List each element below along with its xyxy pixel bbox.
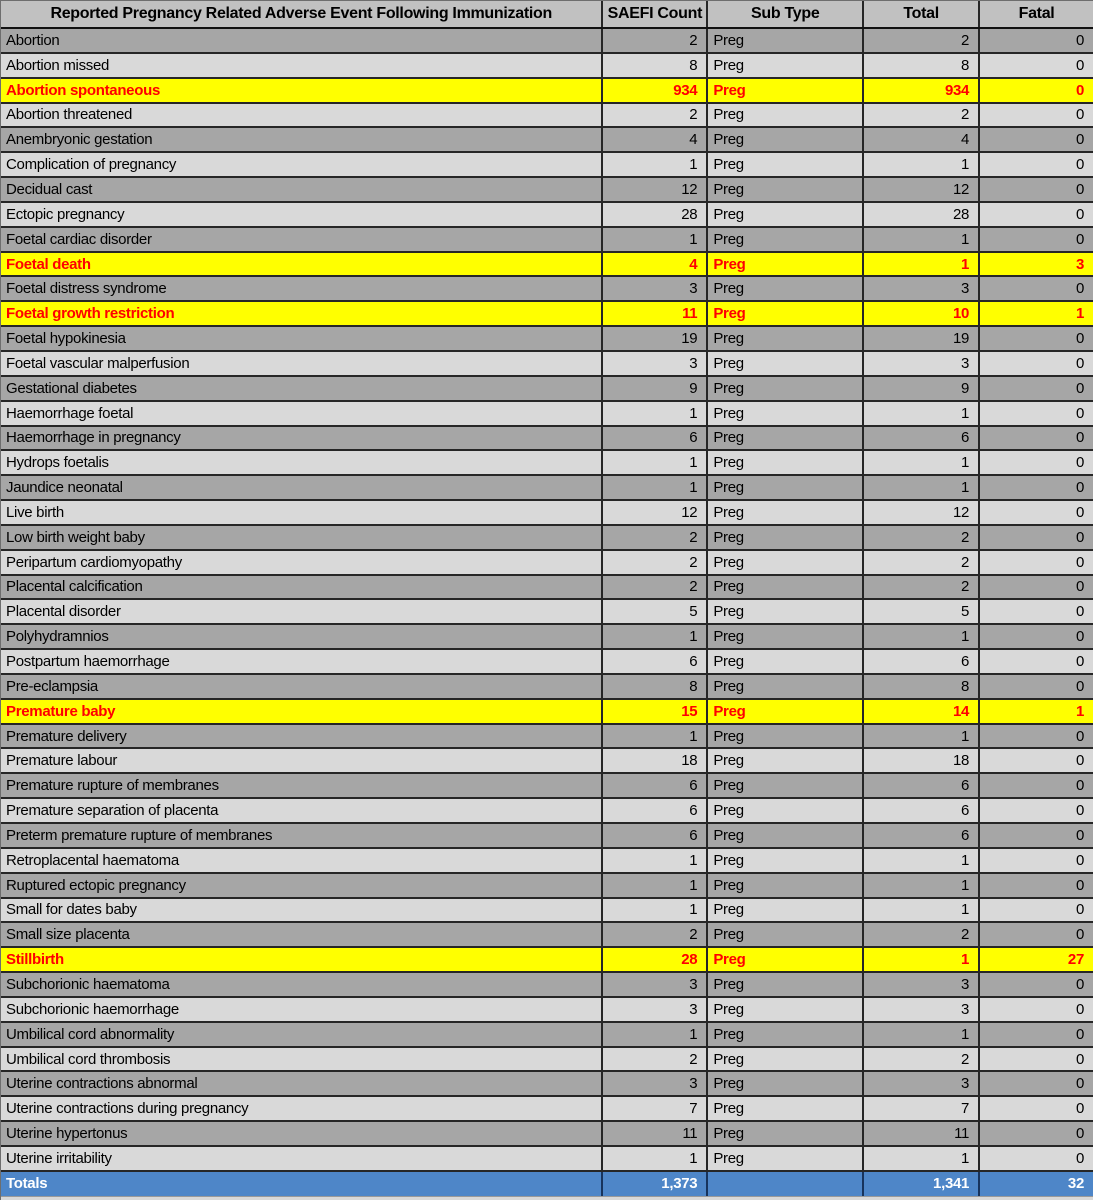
table-row [1,1023,1093,1048]
sub-type-cell[interactable]: Preg [708,998,864,1021]
table-row [1,402,1093,427]
table-row [1,998,1093,1023]
event-cell[interactable]: Uterine contractions during pregnancy [1,1097,603,1120]
fatal-cell[interactable]: 0 [1075,1025,1084,1043]
table-row [1,526,1093,551]
sub-type-cell[interactable]: Preg [708,29,864,52]
totals-sub-type-cell[interactable] [708,1172,864,1196]
total-cell[interactable]: 1 [864,476,980,499]
sub-type-cell[interactable]: Preg [708,675,864,698]
table-row [1,352,1093,377]
table-row [1,178,1093,203]
totals-saefi-count-cell[interactable]: 1,373 [603,1172,708,1196]
fatal-cell[interactable]: 0 [1075,653,1084,671]
event-cell[interactable]: Pre-eclampsia [1,675,603,698]
saefi-count-cell[interactable]: 5 [603,600,708,623]
table-row [1,128,1093,153]
total-cell[interactable]: 3 [864,1072,980,1095]
table-row [1,551,1093,576]
sub-type-cell[interactable]: Preg [708,327,864,350]
table-row [1,476,1093,501]
total-cell[interactable]: 12 [864,501,980,524]
saefi-count-cell[interactable]: 4 [603,253,708,276]
table-row [1,600,1093,625]
event-cell[interactable]: Premature separation of placenta [1,799,603,822]
column-header-total[interactable]: Total [864,1,980,27]
saefi-count-cell[interactable]: 15 [603,700,708,723]
event-cell[interactable]: Polyhydramnios [1,625,603,648]
sub-type-cell[interactable]: Preg [708,203,864,226]
sub-type-cell[interactable]: Preg [708,774,864,797]
table-row [1,29,1093,54]
sub-type-cell[interactable]: Preg [708,1023,864,1046]
total-cell[interactable]: 18 [864,749,980,772]
table-row [1,774,1093,799]
fatal-cell[interactable]: 0 [1075,1075,1084,1093]
saefi-count-cell[interactable]: 28 [603,203,708,226]
column-header-sub-type[interactable]: Sub Type [708,1,864,27]
total-cell[interactable]: 9 [864,377,980,400]
total-cell[interactable]: 1 [864,725,980,748]
total-cell[interactable]: 19 [864,327,980,350]
saefi-count-cell[interactable]: 1 [603,451,708,474]
sub-type-cell[interactable]: Preg [708,1147,864,1170]
table-row-highlighted [1,700,1093,725]
saefi-count-cell[interactable]: 2 [603,526,708,549]
event-cell[interactable]: Subchorionic haematoma [1,973,603,996]
total-cell[interactable]: 2 [864,923,980,946]
event-cell[interactable]: Anembryonic gestation [1,128,603,151]
event-cell[interactable]: Haemorrhage in pregnancy [1,427,603,450]
event-cell[interactable]: Placental calcification [1,576,603,599]
total-cell[interactable]: 7 [864,1097,980,1120]
sub-type-cell[interactable]: Preg [708,377,864,400]
total-cell[interactable]: 3 [864,277,980,300]
table-row [1,973,1093,998]
table-row [1,54,1093,79]
fatal-cell[interactable]: 0 [1075,578,1084,596]
fatal-cell[interactable]: 0 [1075,1050,1084,1068]
fatal-cell[interactable]: 0 [1075,1149,1084,1167]
total-cell[interactable]: 8 [864,54,980,77]
fatal-cell[interactable]: 0 [1075,677,1084,695]
total-cell[interactable]: 2 [864,104,980,127]
event-cell[interactable]: Ruptured ectopic pregnancy [1,874,603,897]
table-row [1,749,1093,774]
total-cell[interactable]: 1 [864,451,980,474]
total-cell[interactable]: 2 [864,576,980,599]
table-row-highlighted [1,302,1093,327]
saefi-count-cell[interactable]: 12 [603,501,708,524]
fatal-cell[interactable]: 0 [1075,56,1084,74]
event-cell[interactable]: Low birth weight baby [1,526,603,549]
event-cell[interactable]: Decidual cast [1,178,603,201]
event-cell[interactable]: Foetal death [1,253,603,276]
totals-row [1,1172,1093,1197]
saefi-count-cell[interactable]: 3 [603,352,708,375]
table-row [1,104,1093,129]
sub-type-cell[interactable]: Preg [708,923,864,946]
fatal-cell[interactable]: 0 [1075,404,1084,422]
event-cell[interactable]: Gestational diabetes [1,377,603,400]
event-cell[interactable]: Stillbirth [1,948,603,971]
sub-type-cell[interactable]: Preg [708,1097,864,1120]
event-cell[interactable]: Foetal hypokinesia [1,327,603,350]
fatal-cell[interactable]: 0 [1075,354,1084,372]
fatal-cell[interactable]: 1 [1075,702,1084,720]
sub-type-cell[interactable]: Preg [708,526,864,549]
event-cell[interactable]: Premature labour [1,749,603,772]
saefi-count-cell[interactable]: 2 [603,29,708,52]
saefi-count-cell[interactable]: 11 [603,302,708,325]
sub-type-cell[interactable]: Preg [708,402,864,425]
fatal-cell[interactable]: 0 [1075,106,1084,124]
saefi-count-cell[interactable]: 2 [603,923,708,946]
saefi-count-cell[interactable]: 2 [603,1048,708,1071]
table-row [1,1122,1093,1147]
sub-type-cell[interactable]: Preg [708,352,864,375]
total-cell[interactable]: 3 [864,352,980,375]
sub-type-cell[interactable]: Preg [708,153,864,176]
fatal-cell[interactable]: 0 [1075,81,1084,99]
sub-type-cell[interactable]: Preg [708,104,864,127]
saefi-count-cell[interactable]: 28 [603,948,708,971]
event-cell[interactable]: Jaundice neonatal [1,476,603,499]
fatal-cell[interactable]: 0 [1075,131,1084,149]
total-cell[interactable]: 10 [864,302,980,325]
table-row [1,576,1093,601]
sub-type-cell[interactable]: Preg [708,700,864,723]
table-row [1,799,1093,824]
fatal-cell[interactable]: 0 [1075,826,1084,844]
sub-type-cell[interactable]: Preg [708,178,864,201]
saefi-count-cell[interactable]: 3 [603,1072,708,1095]
table-row [1,327,1093,352]
table-row [1,451,1093,476]
fatal-cell[interactable]: 0 [1075,31,1084,49]
event-cell[interactable]: Subchorionic haemorrhage [1,998,603,1021]
fatal-cell[interactable]: 0 [1075,1125,1084,1143]
fatal-cell[interactable]: 0 [1075,975,1084,993]
table-row-highlighted [1,948,1093,973]
total-cell[interactable]: 1 [864,1023,980,1046]
saefi-count-cell[interactable]: 2 [603,551,708,574]
table-row [1,874,1093,899]
fatal-cell[interactable]: 0 [1075,528,1084,546]
event-cell[interactable]: Uterine contractions abnormal [1,1072,603,1095]
saefi-count-cell[interactable]: 8 [603,54,708,77]
fatal-cell[interactable]: 1 [1075,305,1084,323]
fatal-cell[interactable]: 0 [1075,1000,1084,1018]
saefi-count-cell[interactable]: 2 [603,576,708,599]
sub-type-cell[interactable]: Preg [708,874,864,897]
sub-type-cell[interactable]: Preg [708,451,864,474]
saefi-count-cell[interactable]: 12 [603,178,708,201]
table-row [1,899,1093,924]
saefi-count-cell[interactable]: 9 [603,377,708,400]
table-row [1,1072,1093,1097]
event-cell[interactable]: Foetal growth restriction [1,302,603,325]
saefi-count-cell[interactable]: 11 [603,1122,708,1145]
event-cell[interactable]: Complication of pregnancy [1,153,603,176]
event-cell[interactable]: Abortion spontaneous [1,79,603,102]
sub-type-cell[interactable]: Preg [708,427,864,450]
sub-type-cell[interactable]: Preg [708,824,864,847]
fatal-cell[interactable]: 0 [1075,180,1084,198]
sub-type-cell[interactable]: Preg [708,899,864,922]
saefi-count-cell[interactable]: 3 [603,998,708,1021]
total-cell[interactable]: 6 [864,650,980,673]
saefi-count-cell[interactable]: 1 [603,1023,708,1046]
saefi-count-cell[interactable]: 934 [603,79,708,102]
sub-type-cell[interactable]: Preg [708,54,864,77]
table-row [1,824,1093,849]
column-header-event[interactable]: Reported Pregnancy Related Adverse Event Following Immunization [1,1,603,27]
sub-type-cell[interactable]: Preg [708,600,864,623]
event-cell[interactable]: Umbilical cord abnormality [1,1023,603,1046]
total-cell[interactable]: 1 [864,625,980,648]
sub-type-cell[interactable]: Preg [708,576,864,599]
event-cell[interactable]: Haemorrhage foetal [1,402,603,425]
table-row [1,1048,1093,1073]
fatal-cell[interactable]: 0 [1075,727,1084,745]
fatal-cell[interactable]: 0 [1075,205,1084,223]
table-row [1,228,1093,253]
saefi-count-cell[interactable]: 1 [603,228,708,251]
sub-type-cell[interactable]: Preg [708,1072,864,1095]
event-cell[interactable]: Umbilical cord thrombosis [1,1048,603,1071]
saefi-count-cell[interactable]: 1 [603,899,708,922]
event-cell[interactable]: Postpartum haemorrhage [1,650,603,673]
fatal-cell[interactable]: 0 [1075,330,1084,348]
saefi-count-cell[interactable]: 1 [603,625,708,648]
table-row [1,849,1093,874]
fatal-cell[interactable]: 0 [1075,479,1084,497]
fatal-cell[interactable]: 0 [1075,777,1084,795]
sub-type-cell[interactable]: Preg [708,849,864,872]
saefi-count-cell[interactable]: 19 [603,327,708,350]
column-header-fatal[interactable]: Fatal [1018,5,1055,22]
sub-type-cell[interactable]: Preg [708,302,864,325]
saefi-count-cell[interactable]: 1 [603,476,708,499]
table-row [1,1097,1093,1122]
fatal-cell[interactable]: 0 [1075,1100,1084,1118]
fatal-cell[interactable]: 0 [1075,503,1084,521]
fatal-cell[interactable]: 0 [1075,926,1084,944]
event-cell[interactable]: Small for dates baby [1,899,603,922]
saefi-count-cell[interactable]: 1 [603,874,708,897]
sub-type-cell[interactable]: Preg [708,551,864,574]
fatal-cell[interactable]: 0 [1075,156,1084,174]
fatal-cell[interactable]: 0 [1075,379,1084,397]
event-cell[interactable]: Placental disorder [1,600,603,623]
event-cell[interactable]: Retroplacental haematoma [1,849,603,872]
total-cell[interactable]: 3 [864,973,980,996]
total-cell[interactable]: 4 [864,128,980,151]
sub-type-cell[interactable]: Preg [708,79,864,102]
event-cell[interactable]: Uterine hypertonus [1,1122,603,1145]
saefi-count-cell[interactable]: 1 [603,849,708,872]
event-cell[interactable]: Premature baby [1,700,603,723]
table-row [1,427,1093,452]
table-row [1,377,1093,402]
sub-type-cell[interactable]: Preg [708,625,864,648]
total-cell[interactable]: 1 [864,1147,980,1170]
table-row [1,277,1093,302]
totals-fatal-cell[interactable]: 32 [1067,1175,1084,1193]
saefi-count-cell[interactable]: 1 [603,725,708,748]
saefi-count-cell[interactable]: 3 [603,277,708,300]
saefi-count-cell[interactable]: 6 [603,427,708,450]
totals-total-cell[interactable]: 1,341 [864,1172,980,1196]
total-cell[interactable]: 1 [864,153,980,176]
total-cell[interactable]: 28 [864,203,980,226]
total-cell[interactable]: 2 [864,1048,980,1071]
table-row-highlighted [1,253,1093,278]
fatal-cell[interactable]: 27 [1067,951,1084,969]
total-cell[interactable]: 1 [864,253,980,276]
total-cell[interactable]: 5 [864,600,980,623]
fatal-cell[interactable]: 0 [1075,851,1084,869]
event-cell[interactable]: Small size placenta [1,923,603,946]
total-cell[interactable]: 1 [864,228,980,251]
sub-type-cell[interactable]: Preg [708,253,864,276]
table-row [1,923,1093,948]
sub-type-cell[interactable]: Preg [708,650,864,673]
sub-type-cell[interactable]: Preg [708,1048,864,1071]
event-cell[interactable]: Abortion missed [1,54,603,77]
fatal-cell[interactable]: 0 [1075,876,1084,894]
event-cell[interactable]: Ectopic pregnancy [1,203,603,226]
sub-type-cell[interactable]: Preg [708,228,864,251]
fatal-cell[interactable]: 3 [1075,255,1084,273]
sub-type-cell[interactable]: Preg [708,725,864,748]
table-bottom-edge [1,1197,1093,1200]
saefi-count-cell[interactable]: 18 [603,749,708,772]
event-cell[interactable]: Peripartum cardiomyopathy [1,551,603,574]
event-cell[interactable]: Abortion [1,29,603,52]
total-cell[interactable]: 6 [864,427,980,450]
event-cell[interactable]: Abortion threatened [1,104,603,127]
fatal-cell[interactable]: 0 [1075,628,1084,646]
fatal-cell[interactable]: 0 [1075,429,1084,447]
table-row [1,625,1093,650]
total-cell[interactable]: 934 [864,79,980,102]
table-row [1,1147,1093,1172]
sub-type-cell[interactable]: Preg [708,476,864,499]
totals-label-cell[interactable]: Totals [1,1172,603,1196]
table-row [1,650,1093,675]
event-cell[interactable]: Foetal cardiac disorder [1,228,603,251]
total-cell[interactable]: 3 [864,998,980,1021]
table-row [1,675,1093,700]
saefi-count-cell[interactable]: 6 [603,824,708,847]
fatal-cell[interactable]: 0 [1075,553,1084,571]
sub-type-cell[interactable]: Preg [708,501,864,524]
total-cell[interactable]: 2 [864,551,980,574]
event-cell[interactable]: Foetal distress syndrome [1,277,603,300]
fatal-cell[interactable]: 0 [1075,901,1084,919]
saefi-count-cell[interactable]: 1 [603,153,708,176]
table-row [1,725,1093,750]
total-cell[interactable]: 1 [864,948,980,971]
table-row [1,501,1093,526]
event-cell[interactable]: Preterm premature rupture of membranes [1,824,603,847]
saefi-count-cell[interactable]: 8 [603,675,708,698]
fatal-cell[interactable]: 0 [1075,752,1084,770]
saefi-count-cell[interactable]: 7 [603,1097,708,1120]
saefi-count-cell[interactable]: 2 [603,104,708,127]
fatal-cell[interactable]: 0 [1075,802,1084,820]
total-cell[interactable]: 8 [864,675,980,698]
sub-type-cell[interactable]: Preg [708,749,864,772]
fatal-cell[interactable]: 0 [1075,230,1084,248]
total-cell[interactable]: 1 [864,402,980,425]
total-cell[interactable]: 12 [864,178,980,201]
column-header-saefi-count[interactable]: SAEFI Count [603,1,708,27]
event-cell[interactable]: Premature delivery [1,725,603,748]
total-cell[interactable]: 6 [864,799,980,822]
event-cell[interactable]: Foetal vascular malperfusion [1,352,603,375]
total-cell[interactable]: 11 [864,1122,980,1145]
table-row [1,203,1093,228]
fatal-cell[interactable]: 0 [1075,454,1084,472]
total-cell[interactable]: 2 [864,29,980,52]
event-cell[interactable]: Premature rupture of membranes [1,774,603,797]
table-row-highlighted [1,79,1093,104]
sub-type-cell[interactable]: Preg [708,128,864,151]
sub-type-cell[interactable]: Preg [708,1122,864,1145]
sub-type-cell[interactable]: Preg [708,277,864,300]
table-row [1,153,1093,178]
saefi-count-cell[interactable]: 4 [603,128,708,151]
total-cell[interactable]: 6 [864,824,980,847]
saefi-count-cell[interactable]: 6 [603,650,708,673]
fatal-cell[interactable]: 0 [1075,280,1084,298]
total-cell[interactable]: 2 [864,526,980,549]
sub-type-cell[interactable]: Preg [708,948,864,971]
saefi-count-cell[interactable]: 1 [603,1147,708,1170]
header-row [1,1,1093,29]
total-cell[interactable]: 14 [864,700,980,723]
total-cell[interactable]: 1 [864,874,980,897]
event-cell[interactable]: Live birth [1,501,603,524]
event-cell[interactable]: Uterine irritability [1,1147,603,1170]
saefi-count-cell[interactable]: 1 [603,402,708,425]
saefi-count-cell[interactable]: 3 [603,973,708,996]
saefi-count-cell[interactable]: 6 [603,799,708,822]
sub-type-cell[interactable]: Preg [708,973,864,996]
saefi-count-cell[interactable]: 6 [603,774,708,797]
total-cell[interactable]: 6 [864,774,980,797]
fatal-cell[interactable]: 0 [1075,603,1084,621]
event-cell[interactable]: Hydrops foetalis [1,451,603,474]
total-cell[interactable]: 1 [864,899,980,922]
sub-type-cell[interactable]: Preg [708,799,864,822]
total-cell[interactable]: 1 [864,849,980,872]
